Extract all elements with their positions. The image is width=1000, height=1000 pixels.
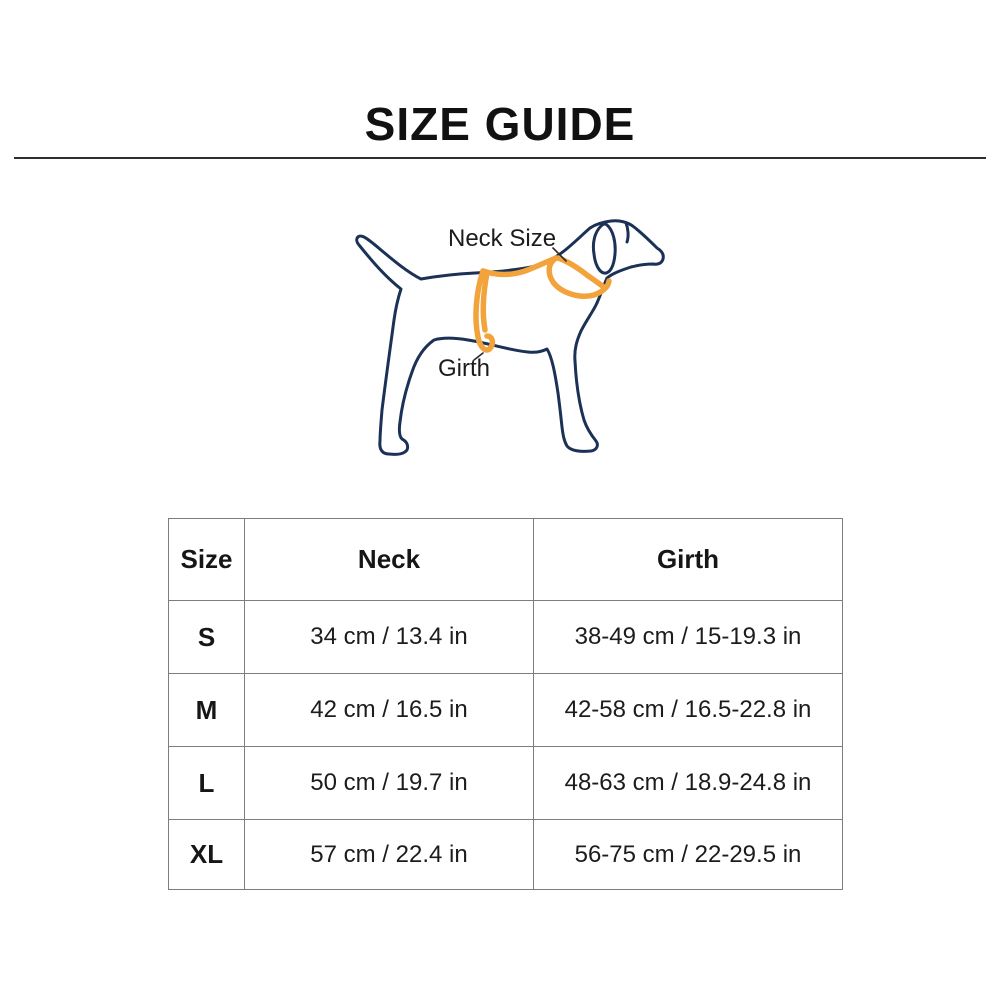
size-value-xl: XL [169,820,245,890]
size-table-header [169,519,843,601]
title-divider [14,157,986,159]
size-guide-table [168,518,843,890]
header-size: Size [169,519,245,601]
girth-strap-inner [483,273,487,330]
dog-outline [357,221,664,455]
header-girth: Girth [534,519,843,601]
neck-value-s: 34 cm / 13.4 in [245,601,534,674]
girth-label: Girth [438,355,491,382]
table-row-m [169,674,843,747]
harness-back-strap [483,258,556,274]
girth-value-l: 48-63 cm / 18.9-24.8 in [534,747,843,820]
table-row-s [169,601,843,674]
table-row-xl [169,820,843,890]
girth-value-s: 38-49 cm / 15-19.3 in [534,601,843,674]
harness-straps [476,258,609,350]
girth-value-xl: 56-75 cm / 22-29.5 in [534,820,843,890]
dog-body-path [357,221,664,455]
neck-strap-front [549,258,609,296]
neck-value-m: 42 cm / 16.5 in [245,674,534,747]
header-row [169,519,843,601]
neck-value-xl: 57 cm / 22.4 in [245,820,534,890]
table-row-l [169,747,843,820]
page-title: SIZE GUIDE [364,97,636,150]
size-table-body [169,601,843,890]
size-value-l: L [169,747,245,820]
neck-value-l: 50 cm / 19.7 in [245,747,534,820]
dog-ear-back-line [626,223,628,242]
neck-strap-back [558,258,605,288]
dog-ear [593,224,615,273]
size-value-m: M [169,674,245,747]
header-neck: Neck [245,519,534,601]
size-value-s: S [169,601,245,674]
girth-value-m: 42-58 cm / 16.5-22.8 in [534,674,843,747]
neck-size-label: Neck Size [448,225,557,252]
